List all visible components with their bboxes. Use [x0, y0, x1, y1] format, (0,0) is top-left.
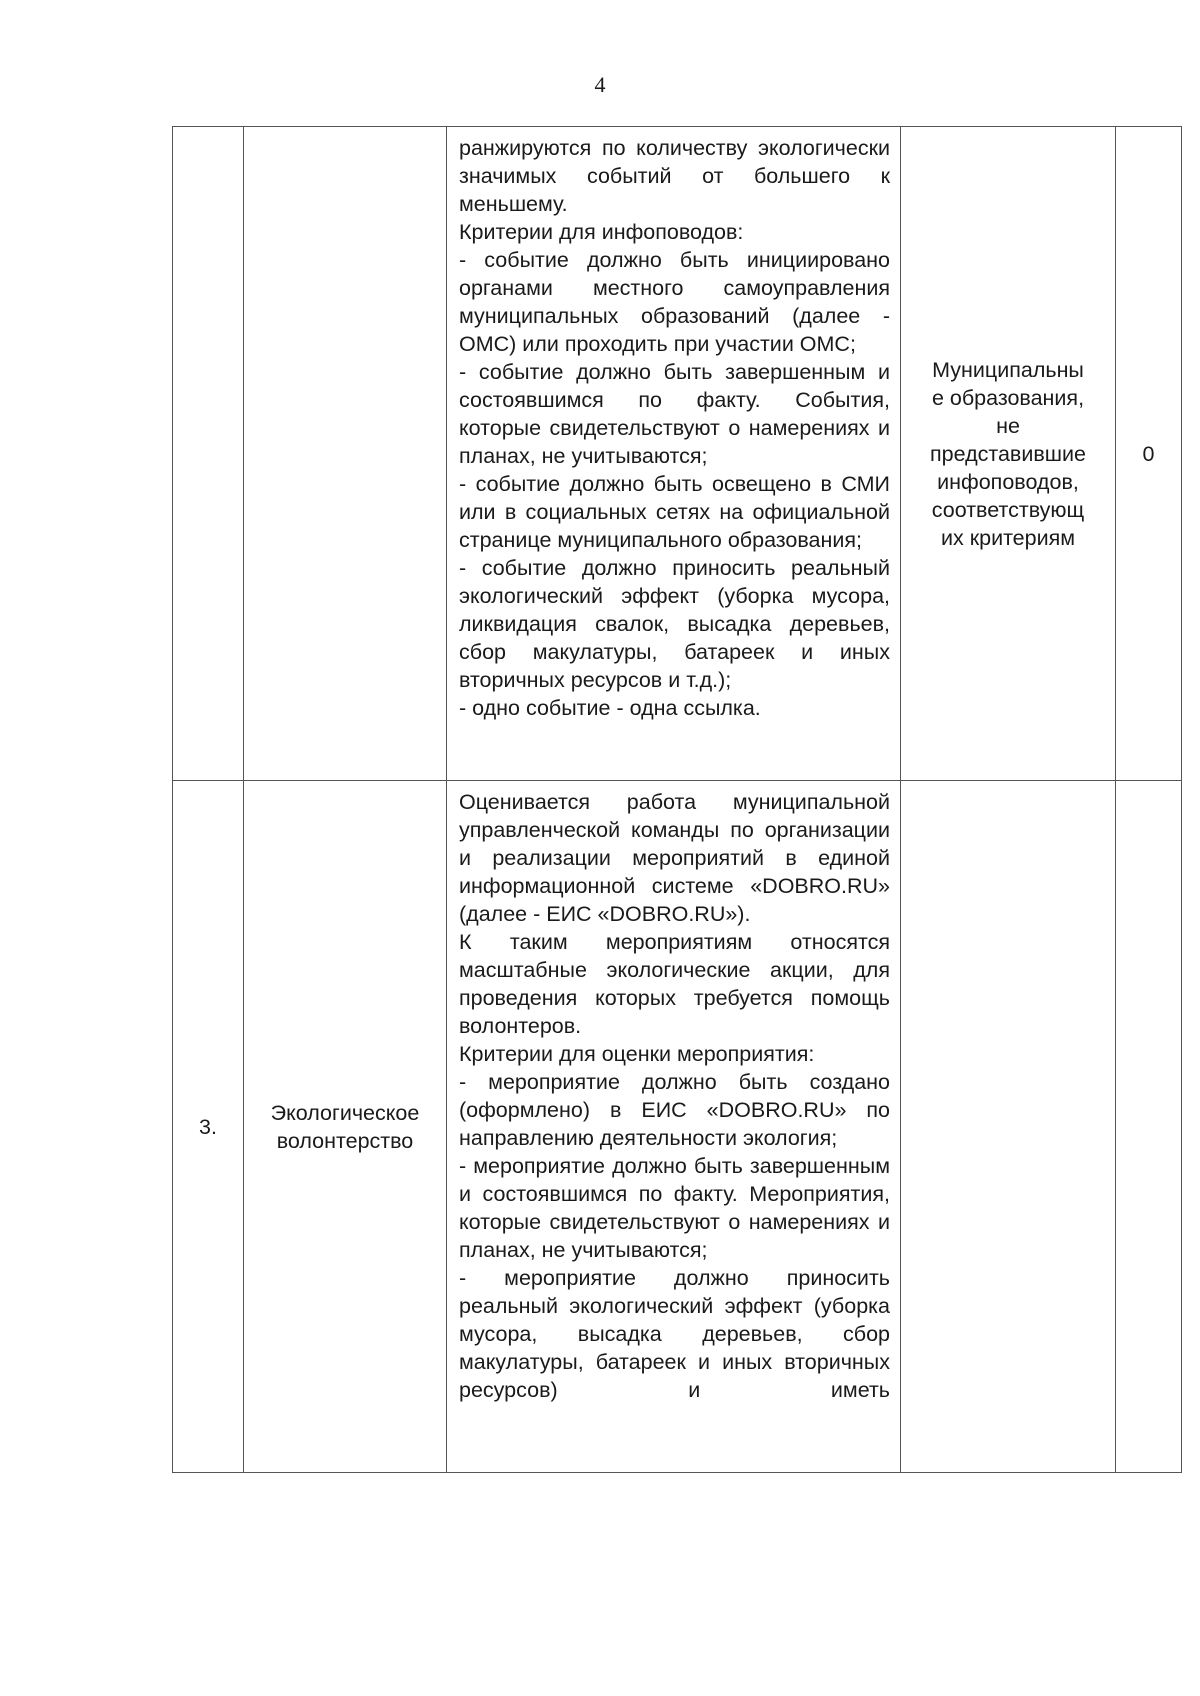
- description-paragraph: Критерии для инфоповодов:: [459, 220, 744, 244]
- result-line: е образования,: [931, 385, 1085, 410]
- description-paragraph: - событие должно быть освещено в СМИ или в социальных сетях на официальной странице муниципального образования;: [459, 472, 890, 552]
- result-line: их критериям: [940, 525, 1076, 550]
- description-paragraph: - событие должно быть инициировано органами местного самоуправления муниципальных образований (далее - ОМС) или проходить при участии ОМС;: [459, 248, 890, 356]
- score-cell: [1116, 781, 1182, 1473]
- criterion-description-cell: [447, 781, 901, 1473]
- result-line: Муниципальны: [932, 357, 1084, 382]
- result-line: не: [996, 413, 1020, 438]
- criterion-name-line: волонтерство: [276, 1128, 414, 1153]
- description-paragraph: - событие должно приносить реальный экологический эффект (уборка мусора, ликвидация свалок, высадка деревьев, сбор макулатуры, батареек и иных вторичных ресурсов и т.д.);: [459, 556, 890, 692]
- result-cell: [901, 781, 1116, 1473]
- table-row: [173, 127, 1182, 781]
- description-paragraph: Критерии для оценки мероприятия:: [459, 1042, 815, 1066]
- criterion-name-cell: [244, 127, 447, 781]
- description-paragraph: Оценивается работа муниципальной управленческой команды по организации и реализации мероприятий в единой информационной системе «DOBRO.RU» (далее - ЕИС «DOBRO.RU»).: [459, 790, 890, 926]
- result-line: инфоповодов,: [937, 469, 1079, 494]
- description-paragraph: - мероприятие должно быть создано (оформлено) в ЕИС «DOBRO.RU» по направлению деятельности экология;: [459, 1070, 890, 1150]
- description-paragraph: - одно событие - одна ссылка.: [459, 696, 761, 720]
- row-number-cell: 3.: [173, 781, 244, 1473]
- criterion-name-line: Экологическое: [270, 1100, 420, 1125]
- page-number: 4: [594, 72, 606, 97]
- description-paragraph: - мероприятие должно быть завершенным и состоявшимся по факту. Мероприятия, которые свидетельствуют о намерениях и планах, не учитываются;: [459, 1154, 890, 1262]
- score-cell: 0: [1116, 127, 1182, 781]
- table-row: [173, 781, 1182, 1473]
- row-number-cell: [173, 127, 244, 781]
- description-paragraph: - мероприятие должно приносить реальный экологический эффект (уборка мусора, высадка деревьев, сбор макулатуры, батареек и иных вторичных ресурсов) и иметь: [459, 1266, 890, 1402]
- result-line: представившие: [929, 441, 1086, 466]
- criterion-name-cell: [244, 781, 447, 1473]
- result-line: соответствующ: [931, 497, 1085, 522]
- description-paragraph: ранжируются по количеству экологически значимых событий от большего к меньшему.: [459, 136, 890, 216]
- criteria-table: [172, 126, 1182, 1473]
- description-paragraph: - событие должно быть завершенным и состоявшимся по факту. События, которые свидетельствуют о намерениях и планах, не учитываются;: [459, 360, 890, 468]
- result-cell: [901, 127, 1116, 781]
- criterion-description-cell: [447, 127, 901, 781]
- description-paragraph: К таким мероприятиям относятся масштабные экологические акции, для проведения которых требуется помощь волонтеров.: [459, 930, 890, 1038]
